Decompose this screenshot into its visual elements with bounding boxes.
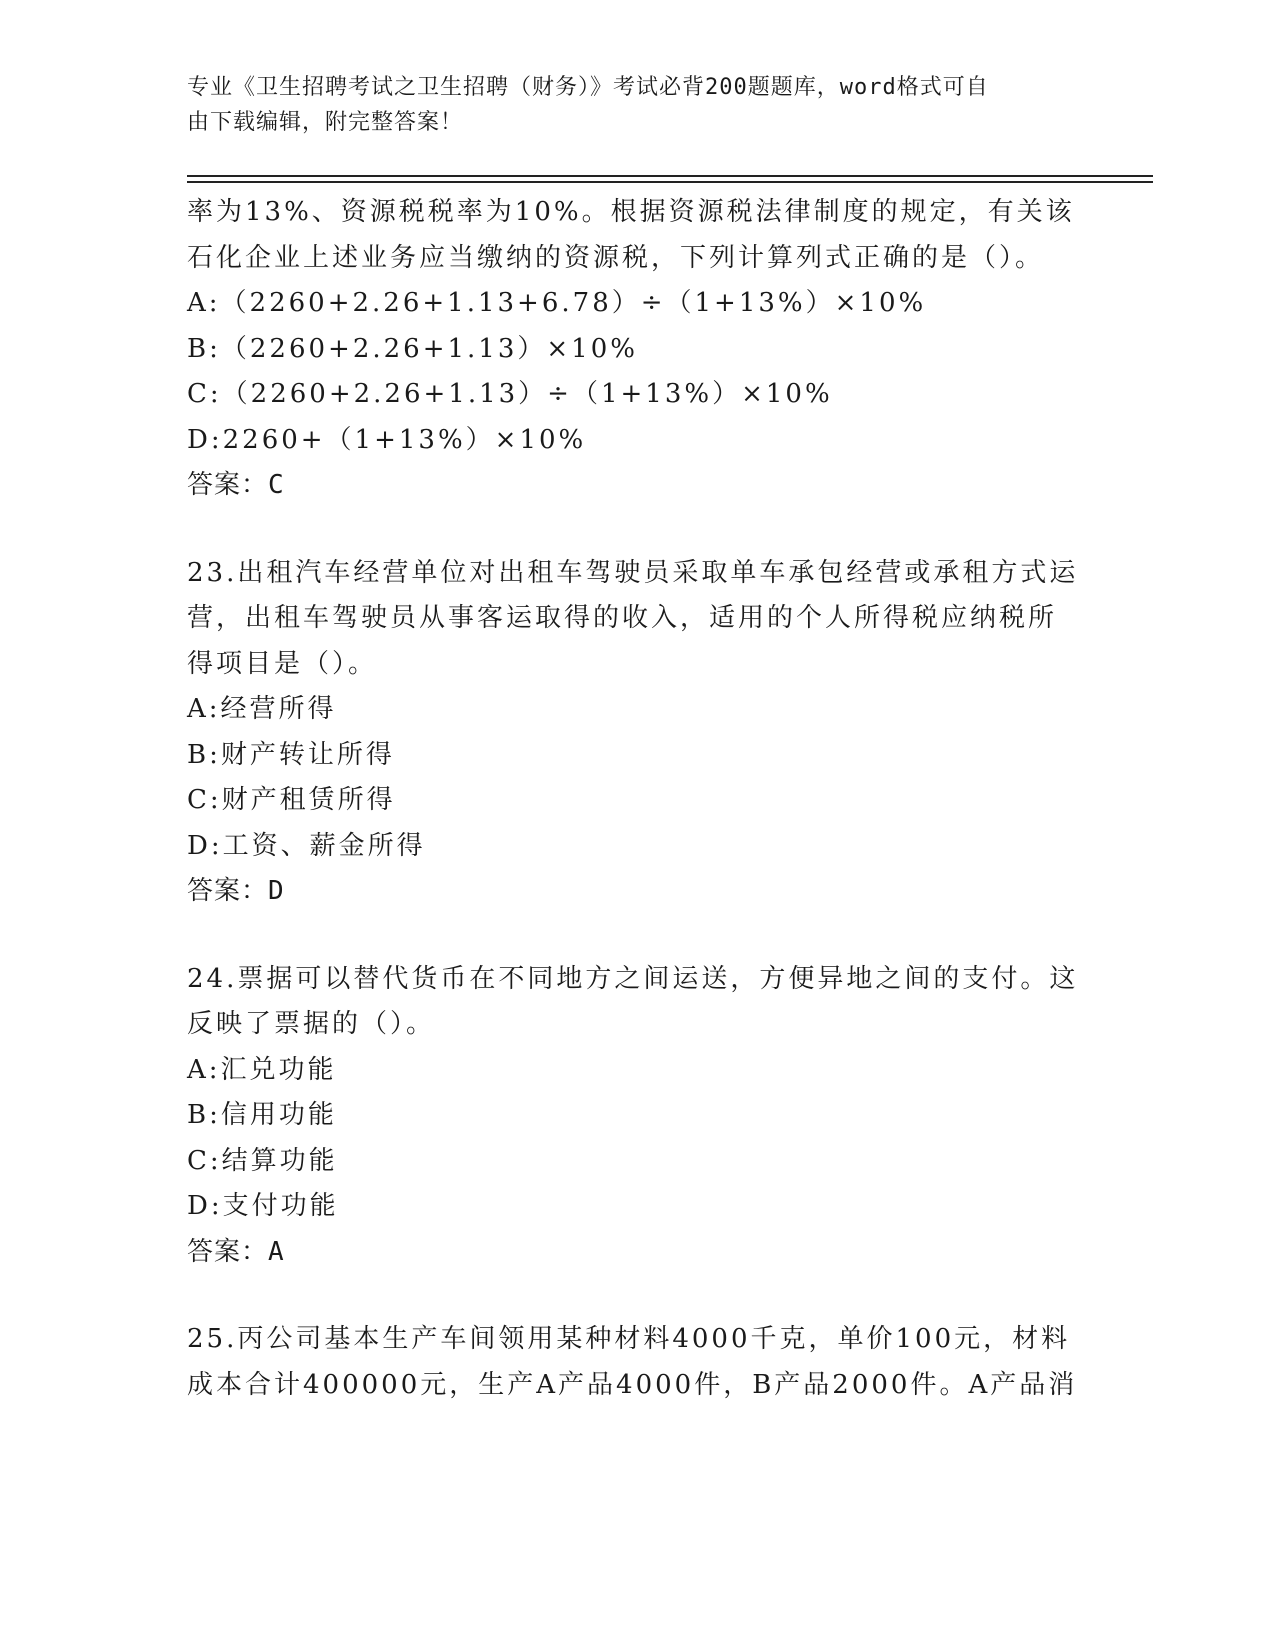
question-text-line: 24.票据可以替代货币在不同地方之间运送，方便异地之间的支付。这 xyxy=(187,963,1079,994)
question-text-line: 23.出租汽车经营单位对出租车驾驶员采取单车承包经营或承租方式运 xyxy=(187,557,1079,588)
answer-line: 答案：A xyxy=(187,1236,285,1267)
question-text-line: 率为13%、资源税税率为10%。根据资源税法律制度的规定，有关该 xyxy=(187,197,1075,227)
option-d: D:工资、薪金所得 xyxy=(187,830,426,861)
option-d: D:2260+（1+13%）×10% xyxy=(187,424,587,455)
document-header xyxy=(187,70,1067,140)
option-a: A:汇兑功能 xyxy=(187,1054,337,1085)
question-fragment xyxy=(187,190,1087,509)
header-divider-top xyxy=(187,175,1153,177)
question-24 xyxy=(187,957,1087,1276)
option-d: D:支付功能 xyxy=(187,1191,339,1221)
header-line-1: 专业《卫生招聘考试之卫生招聘（财务）》考试必背200题题库，word格式可自 xyxy=(187,75,989,100)
option-b: B:（2260+2.26+1.13）×10% xyxy=(187,333,638,364)
header-line-2: 由下载编辑，附完整答案！ xyxy=(187,110,464,135)
question-text-line: 成本合计400000元，生产A产品4000件，B产品2000件。A产品消 xyxy=(187,1369,1078,1400)
option-a: A:（2260+2.26+1.13+6.78）÷（1+13%）×10% xyxy=(187,288,927,318)
question-text-line: 得项目是（）。 xyxy=(187,648,378,679)
question-text-line: 石化企业上述业务应当缴纳的资源税，下列计算列式正确的是（）。 xyxy=(187,242,1045,273)
header-divider-bottom xyxy=(187,181,1153,183)
document-body xyxy=(187,190,1087,1408)
question-text-line: 25.丙公司基本生产车间领用某种材料4000千克，单价100元，材料 xyxy=(187,1324,1071,1354)
option-c: C:结算功能 xyxy=(187,1145,338,1176)
option-a: A:经营所得 xyxy=(187,694,337,724)
question-text-line: 反映了票据的（）。 xyxy=(187,1009,436,1039)
question-text-line: 营，出租车驾驶员从事客运取得的收入，适用的个人所得税应纳税所 xyxy=(187,603,1058,633)
option-b: B:信用功能 xyxy=(187,1100,337,1130)
option-c: C:财产租赁所得 xyxy=(187,785,396,815)
option-c: C:（2260+2.26+1.13）÷（1+13%）×10% xyxy=(187,379,833,409)
answer-line: 答案：D xyxy=(187,876,285,906)
option-b: B:财产转让所得 xyxy=(187,739,395,770)
question-23 xyxy=(187,551,1087,915)
answer-line: 答案：C xyxy=(187,470,285,500)
question-25 xyxy=(187,1317,1087,1408)
